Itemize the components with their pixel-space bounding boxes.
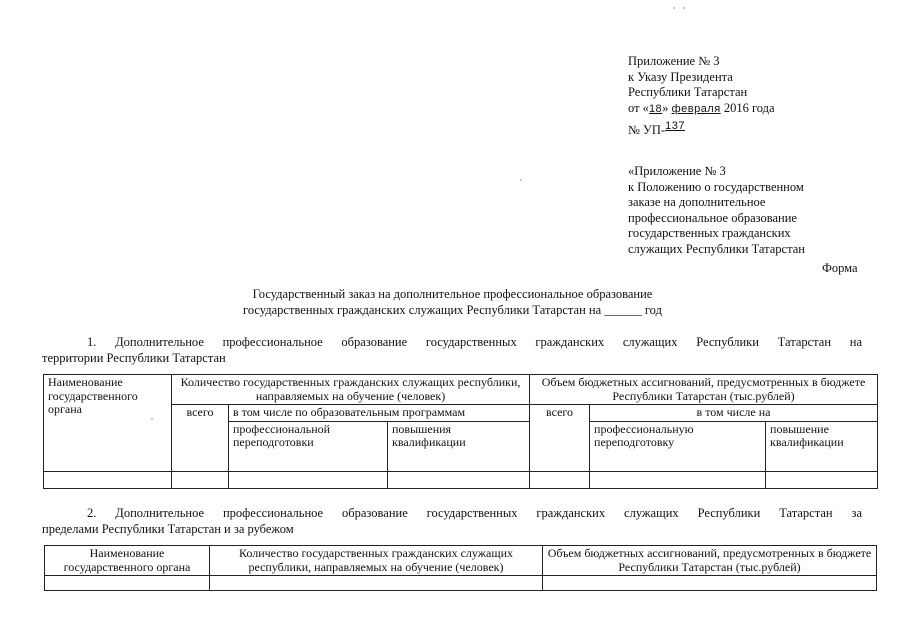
header-date: от «18» февраля 2016 года: [628, 100, 775, 115]
header-total-budget: всего: [530, 405, 590, 472]
table-row: [45, 576, 877, 591]
title-line-1: Государственный заказ на дополнительное профессиональное образование: [252, 287, 653, 301]
header-incl-programs: в том числе по образовательным программам: [229, 405, 530, 422]
header-qualification: повышения квалификации: [388, 421, 530, 471]
header-line-3: Республики Татарстан: [628, 85, 748, 99]
table-abroad: [44, 545, 877, 591]
title-line-2: государственных гражданских служащих Республики Татарстан на ______ год: [243, 302, 662, 317]
section-1-heading: [42, 335, 862, 366]
decree-header: [628, 54, 775, 140]
header-number: № УП-137: [628, 120, 685, 137]
document-title: [0, 287, 905, 318]
appendix-line-4: профессиональное образование: [628, 210, 797, 225]
header-prof-retraining-budget: профессиональную переподготовку: [590, 421, 766, 471]
header-budget: Объем бюджетных ассигнований, предусмотренных в бюджете Республики Татарстан (тыс.рублей): [530, 375, 878, 405]
header-total-count: всего: [172, 405, 229, 472]
appendix-line-2: к Положению о государственном: [628, 179, 804, 194]
form-label: Форма: [822, 261, 858, 275]
section-2-line-2: пределами Республики Татарстан и за рубежом: [42, 521, 294, 536]
header-budget: Объем бюджетных ассигнований, предусмотренных в бюджете Республики Татарстан (тыс.рублей): [543, 546, 877, 576]
scan-speck: [683, 7, 685, 9]
date-month: февраля: [671, 102, 721, 115]
section-1-line-1: 1. Дополнительное профессиональное образование государственных гражданских служащих Республики Татарстан на: [87, 335, 862, 349]
appendix-line-6: служащих Республики Татарстан: [628, 241, 805, 256]
decree-number: 137: [665, 120, 685, 132]
header-prof-retraining: профессиональной переподготовки: [229, 421, 388, 471]
appendix-line-3: заказе на дополнительное: [628, 195, 766, 209]
header-line-1: Приложение № 3: [628, 54, 720, 68]
header-org: Наименование государственного органа: [45, 546, 210, 576]
header-count: Количество государственных гражданских служащих республики, направляемых на обучение (человек): [172, 375, 530, 405]
header-qualification-budget: повышение квалификации: [766, 421, 878, 471]
appendix-line-1: «Приложение № 3: [628, 164, 726, 178]
scan-speck: [673, 7, 675, 9]
section-1-line-2: территории Республики Татарстан: [42, 350, 226, 365]
section-2-heading: [42, 506, 862, 537]
header-count: Количество государственных гражданских служащих республики, направляемых на обучение (человек): [210, 546, 543, 576]
header-org: Наименование государственного органа: [44, 375, 172, 472]
appendix-line-5: государственных гражданских: [628, 226, 791, 240]
table-row: [44, 471, 878, 488]
section-2-line-1: 2. Дополнительное профессиональное образование государственных гражданских служащих Республики Татарстан за: [87, 506, 862, 520]
header-incl: в том числе на: [590, 405, 878, 422]
appendix-header: [628, 164, 805, 257]
header-line-2: к Указу Президента: [628, 69, 733, 84]
scan-speck: [520, 179, 522, 181]
table-domestic: [43, 374, 878, 489]
date-day: 18: [648, 102, 663, 115]
